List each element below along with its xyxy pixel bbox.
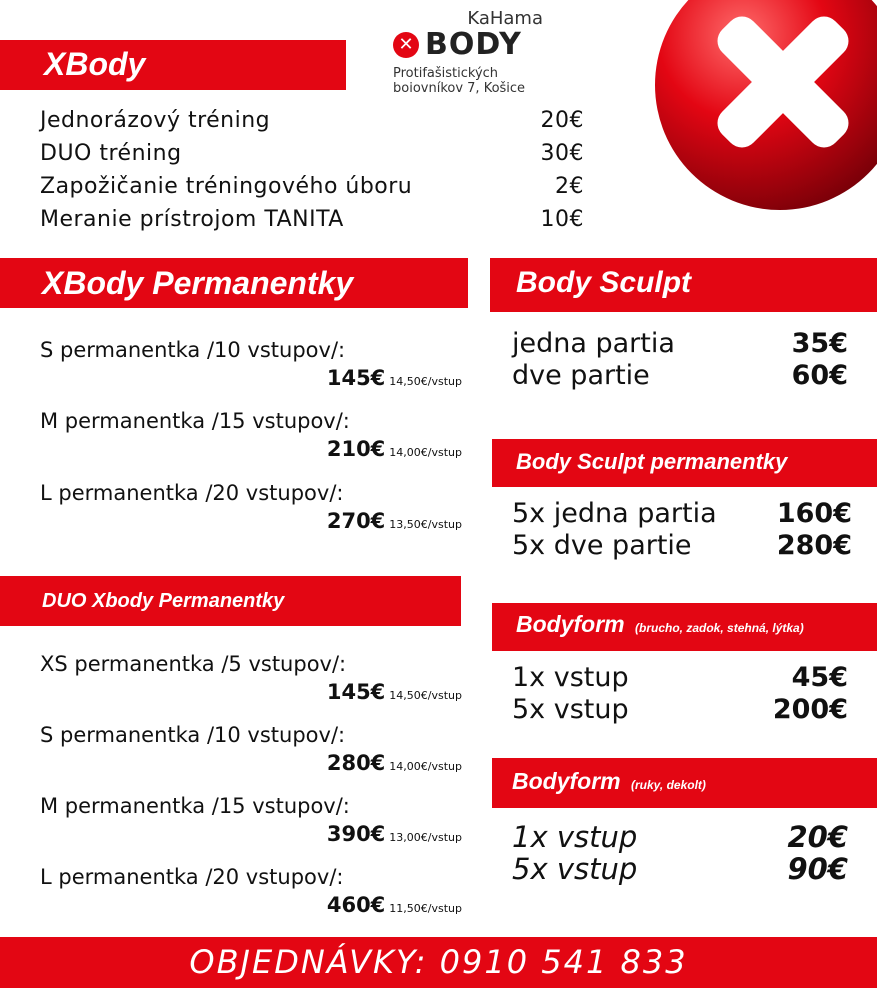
list-item: Meranie prístrojom TANITA 10€ (40, 207, 584, 232)
list-item: dve partie 60€ (512, 360, 848, 391)
list-item: Zapožičanie tréningového úboru 2€ (40, 174, 584, 199)
list-item: jedna partia 35€ (512, 328, 848, 359)
list-item: 1x vstup 20€ (512, 820, 848, 854)
bodyform2-note: (ruky, dekolt) (631, 778, 706, 792)
brand-address-2: boiovníkov 7, Košice (393, 81, 526, 96)
list-item: 5x dve partie 280€ (512, 530, 852, 561)
bodyform1-header: Bodyform (brucho, zadok, stehná, lýtka) (492, 603, 877, 651)
list-item: M permanentka /15 vstupov/: 210€ 14,00€/vstup (40, 409, 462, 461)
list-item: 5x vstup 90€ (512, 852, 848, 886)
duo-header: DUO Xbody Permanentky (0, 576, 461, 626)
list-item: 5x jedna partia 160€ (512, 498, 852, 529)
bodyform2-header: Bodyform (ruky, dekolt) (492, 758, 877, 808)
list-item: 1x vstup 45€ (512, 662, 848, 693)
brand-logo (393, 8, 553, 96)
x-icon: ✕ (393, 32, 419, 58)
list-item: L permanentka /20 vstupov/: 460€ 11,50€/vstup (40, 865, 462, 917)
list-item: S permanentka /10 vstupov/: 145€ 14,50€/vstup (40, 338, 462, 390)
order-phone-banner[interactable]: OBJEDNÁVKY: 0910 541 833 (0, 937, 877, 988)
list-item: S permanentka /10 vstupov/: 280€ 14,00€/vstup (40, 723, 462, 775)
brand-name: BODY (425, 27, 522, 62)
sculpt-perm-header: Body Sculpt permanentky (492, 439, 877, 487)
brand-address-1: Protifašistických (393, 66, 499, 81)
list-item: XS permanentka /5 vstupov/: 145€ 14,50€/vstup (40, 652, 462, 704)
xbody-header: XBody (0, 40, 346, 90)
permanentky-header: XBody Permanentky (0, 258, 468, 308)
brand-top: KaHama (467, 8, 543, 29)
list-item: M permanentka /15 vstupov/: 390€ 13,00€/vstup (40, 794, 462, 846)
list-item: DUO tréning 30€ (40, 141, 584, 166)
xbody-ball-logo (655, 0, 877, 235)
sculpt-header: Body Sculpt (490, 258, 877, 312)
list-item: L permanentka /20 vstupov/: 270€ 13,50€/vstup (40, 481, 462, 533)
list-item: Jednorázový tréning 20€ (40, 108, 584, 133)
bodyform1-note: (brucho, zadok, stehná, lýtka) (635, 621, 804, 635)
list-item: 5x vstup 200€ (512, 694, 848, 725)
